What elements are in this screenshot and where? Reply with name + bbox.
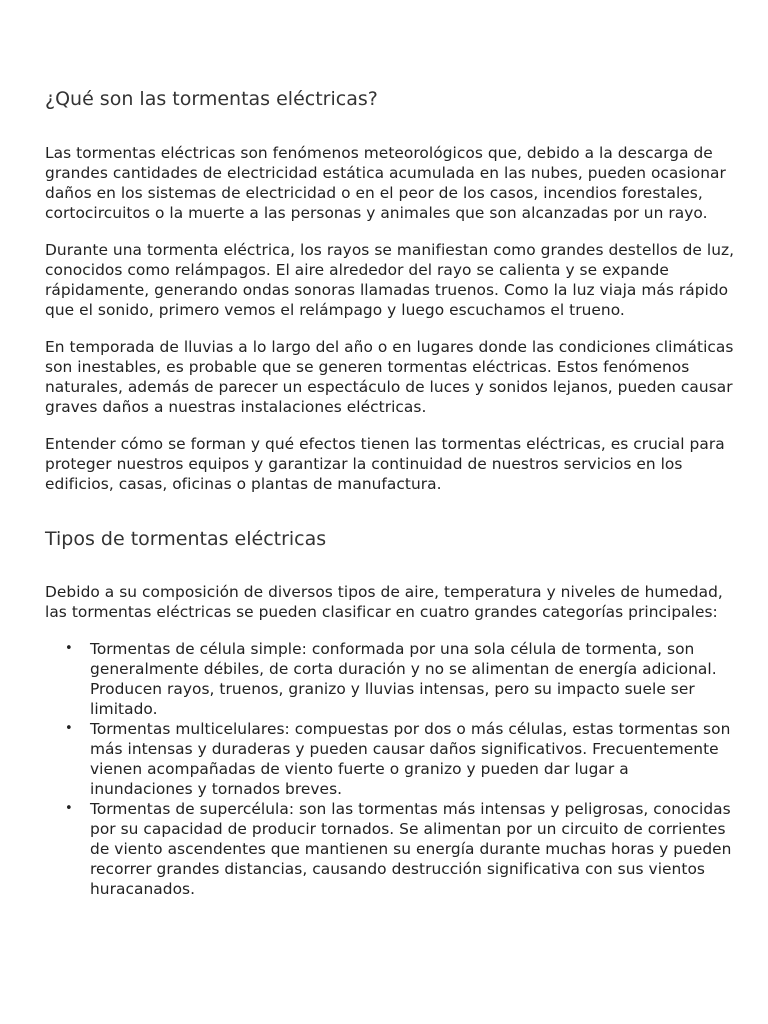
storm-types-list <box>45 639 735 899</box>
section-heading-tipos: Tipos de tormentas eléctricas <box>45 528 327 550</box>
list-item-celula-simple: • Tormentas de célula simple: conformada por una sola célula de tormenta, son generalmente débiles, de corta duración y no se alimentan de energía adicional. Producen rayos, truenos, granizo y lluvias intensas, pero su impacto suele ser limitado. <box>45 639 735 719</box>
paragraph-temporada-lluvias: En temporada de lluvias a lo largo del año o en lugares donde las condiciones climáticas son inestables, es probable que se generen tormentas eléctricas. Estos fenómenos naturales, además de parecer un espectáculo de luces y sonidos lejanos, pueden causar graves daños a nuestras instalaciones eléctricas. <box>45 338 734 416</box>
paragraph-importancia: Entender cómo se forman y qué efectos tienen las tormentas eléctricas, es crucial para proteger nuestros equipos y garantizar la continuidad de nuestros servicios en los edificios, casas, oficinas o plantas de manufactura. <box>45 435 725 493</box>
list-item-multicelulares: • Tormentas multicelulares: compuestas por dos o más células, estas tormentas son más intensas y duraderas y pueden causar daños significativos. Frecuentemente vienen acompañadas de viento fuerte o granizo y pueden dar lugar a inundaciones y tornados breves. <box>45 719 735 799</box>
paragraph-clasificacion: Debido a su composición de diversos tipos de aire, temperatura y niveles de humedad, las tormentas eléctricas se pueden clasificar en cuatro grandes categorías principales: <box>45 583 723 621</box>
paragraph-rayos-truenos: Durante una tormenta eléctrica, los rayos se manifiestan como grandes destellos de luz, conocidos como relámpagos. El aire alrededor del rayo se calienta y se expande rápidamente, generando ondas sonoras llamadas truenos. Como la luz viaja más rápido que el sonido, primero vemos el relámpago y luego escuchamos el trueno. <box>45 241 735 319</box>
section-heading-que-son: ¿Qué son las tormentas eléctricas? <box>45 88 378 110</box>
list-item-supercelula: • Tormentas de supercélula: son las tormentas más intensas y peligrosas, conocidas por su capacidad de producir tornados. Se alimentan por un circuito de corrientes de viento ascendentes que mantienen su energía durante muchas horas y pueden recorrer grandes distancias, causando destrucción significativa con sus vientos huracanados. <box>45 799 735 899</box>
paragraph-definition: Las tormentas eléctricas son fenómenos meteorológicos que, debido a la descarga de grandes cantidades de electricidad estática acumulada en las nubes, pueden ocasionar daños en los sistemas de electricidad o en el peor de los casos, incendios forestales, cortocircuitos o la muerte a las personas y animales que son alcanzadas por un rayo. <box>45 144 726 222</box>
document-page <box>45 86 735 899</box>
